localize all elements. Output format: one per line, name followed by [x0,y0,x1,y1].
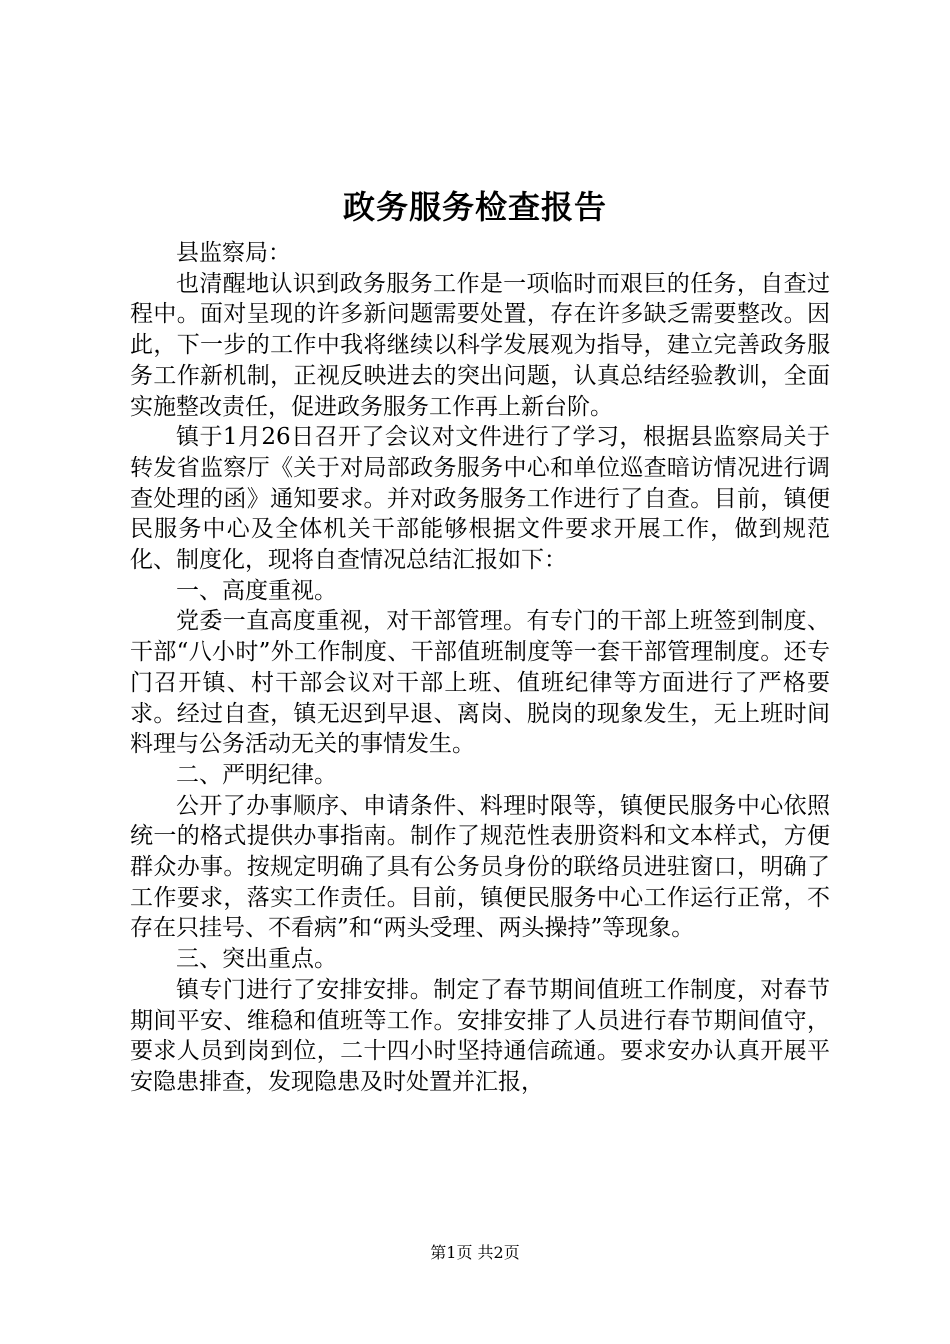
section-heading: 三、突出重点。 [176,946,337,973]
paragraph: 党委一直高度重视，对干部管理。有专门的干部上班签到制度、干部“八小时”外工作制度、干部值班制度等一套干部管理制度。还专门召开镇、村干部会议对干部上班、值班纪律等方面进行了严格要求。经过自查，镇无迟到早退、离岗、脱岗的现象发生，无上班时间料理与公务活动无关的事情发生。 [130,608,830,758]
paragraph: 也清醒地认识到政务服务工作是一项临时而艰巨的任务，自查过程中。面对呈现的许多新问题需要处置，存在许多缺乏需要整改。因此，下一步的工作中我将继续以科学发展观为指导，建立完善政务服务工作新机制，正视反映进去的突出问题，认真总结经验教训，全面实施整改责任，促进政务服务工作再上新台阶。 [130,270,830,420]
paragraph: 镇于1月26日召开了会议对文件进行了学习，根据县监察局关于转发省监察厅《关于对局部政务服务中心和单位巡查暗访情况进行调查处理的函》通知要求。并对政务服务工作进行了自查。目前，镇便民服务中心及全体机关干部能够根据文件要求开展工作，做到规范化、制度化，现将自查情况总结汇报如下： [130,424,830,574]
section-heading: 二、严明纪律。 [176,761,337,788]
paragraph: 镇专门进行了安排安排。制定了春节期间值班工作制度，对春节期间平安、维稳和值班等工作。安排安排了人员进行春节期间值守，要求人员到岗到位，二十四小时坚持通信疏通。要求安办认真开展平安隐患排查，发现隐患及时处置并汇报， [130,976,830,1095]
section-heading: 一、高度重视。 [176,577,337,604]
page-number-footer: 第1页 共2页 [430,1243,520,1262]
document-body [130,238,830,1098]
salutation: 县监察局： [176,240,291,266]
paragraph: 公开了办事顺序、申请条件、料理时限等，镇便民服务中心依照统一的格式提供办事指南。制作了规范性表册资料和文本样式，方便群众办事。按规定明确了具有公务员身份的联络员进驻窗口，明确了工作要求，落实工作责任。目前，镇便民服务中心工作运行正常，不存在只挂号、不看病”和“两头受理、两头操持”等现象。 [130,792,830,942]
document-title: 政务服务检查报告 [342,188,607,226]
